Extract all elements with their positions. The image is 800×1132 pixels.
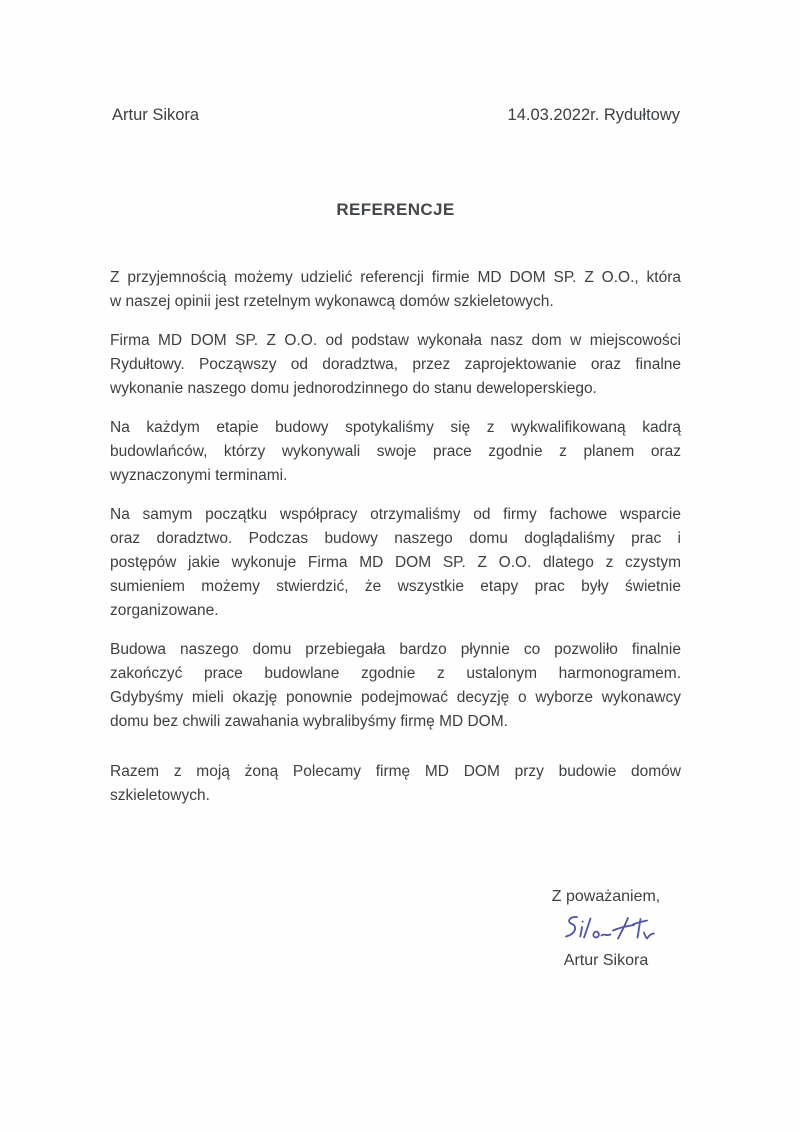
paragraph	[110, 760, 681, 808]
paragraph-line: Na każdym etapie budowy spotykaliśmy się z wykwalifikowaną kadrą	[110, 419, 681, 436]
closing-salutation: Z poważaniem,	[551, 888, 661, 905]
letter-body	[110, 266, 681, 823]
paragraph-line: szkieletowych.	[110, 787, 210, 804]
signature-strokes	[566, 917, 654, 939]
paragraph-line: Firma MD DOM SP. Z O.O. od podstaw wykonała nasz dom w miejscowości	[110, 332, 681, 349]
closing-block	[538, 886, 674, 972]
paragraph	[110, 329, 681, 401]
paragraph-line: w naszej opinii jest rzetelnym wykonawcą domów szkieletowych.	[110, 293, 554, 310]
letter-header	[112, 104, 680, 126]
paragraph-line: wyznaczonymi terminami.	[110, 467, 288, 484]
paragraph-line: domu bez chwili zawahania wybralibyśmy firmę MD DOM.	[110, 713, 508, 730]
paragraph	[110, 638, 681, 734]
paragraph-line: postępów jakie wykonuje Firma MD DOM SP. Z O.O. dlatego z czystym	[110, 554, 681, 571]
paragraph-line: Rydułtowy. Począwszy od doradztwa, przez zaprojektowanie oraz finalne	[110, 356, 681, 373]
paragraph-line: Razem z moją żoną Polecamy firmę MD DOM przy budowie domów	[110, 763, 681, 780]
signatory-name: Artur Sikora	[563, 952, 649, 969]
handwritten-signature-icon	[538, 912, 674, 948]
paragraph-line: zakończyć prace budowlane zgodnie z ustalonym harmonogramem.	[110, 665, 681, 682]
paragraph	[110, 416, 681, 488]
paragraph-line: wykonanie naszego domu jednorodzinnego do stanu deweloperskiego.	[110, 380, 597, 397]
letter-title: REFERENCJE	[336, 200, 455, 219]
paragraph	[110, 503, 681, 623]
paragraph-line: oraz doradztwo. Podczas budowy naszego domu doglądaliśmy prac i	[110, 530, 681, 547]
paragraph-line: budowlańców, którzy wykonywali swoje prace zgodnie z planem oraz	[110, 443, 681, 460]
paragraph-line: zorganizowane.	[110, 602, 219, 619]
author-name: Artur Sikora	[112, 106, 200, 124]
paragraph-line: Na samym początku współpracy otrzymaliśmy od firmy fachowe wsparcie	[110, 506, 681, 523]
date-place: 14.03.2022r. Rydułtowy	[507, 106, 680, 124]
paragraph-line: sumieniem możemy stwierdzić, że wszystkie etapy prac były świetnie	[110, 578, 681, 595]
paragraph-line: Z przyjemnością możemy udzielić referencji firmie MD DOM SP. Z O.O., która	[110, 269, 681, 286]
paragraph	[110, 266, 681, 314]
paragraph-line: Gdybyśmy mieli okazję ponownie podejmować decyzję o wyborze wykonawcy	[110, 689, 681, 706]
paragraph-line: Budowa naszego domu przebiegała bardzo płynnie co pozwoliło finalnie	[110, 641, 681, 658]
